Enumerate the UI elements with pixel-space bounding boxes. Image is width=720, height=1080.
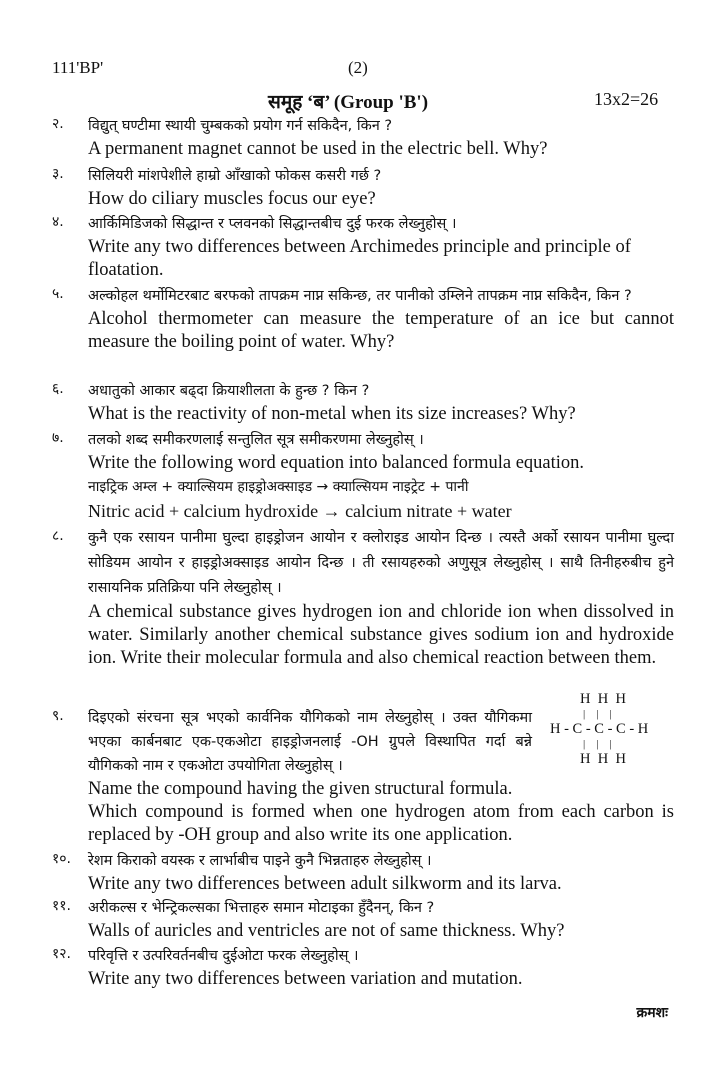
question-nepali: अरीकल्स र भेन्ट्रिकल्सका भित्ताहरु समान मोटाइका हुँदैनन्, किन ? xyxy=(88,900,435,916)
question-number: ९. xyxy=(52,708,64,724)
question-english-1: Name the compound having the given structural formula. xyxy=(88,779,513,799)
question-nepali: सिलियरी मांशपेशीले हाम्रो आँखाको फोकस कसरी गर्छ ? xyxy=(88,168,382,184)
question-10 xyxy=(52,849,674,896)
structural-formula xyxy=(550,690,648,768)
question-number: ४. xyxy=(52,214,64,230)
question-3 xyxy=(52,164,674,211)
group-title: समूह ‘ब’ (Group 'B') xyxy=(268,92,429,113)
formula-top-hydrogens: H H H xyxy=(580,691,626,707)
question-number: ३. xyxy=(52,166,64,182)
page-number: (2) xyxy=(348,58,368,77)
question-number: १२. xyxy=(52,946,72,962)
formula-bottom-bonds: | | | xyxy=(583,738,612,750)
formula-top-bonds: | | | xyxy=(583,708,612,720)
question-11 xyxy=(52,896,674,943)
question-nepali: आर्किमिडिजको सिद्धान्त र प्लवनको सिद्धान्तबीच दुई फरक लेख्नुहोस् । xyxy=(88,216,457,232)
question-5 xyxy=(52,284,674,354)
question-number: २. xyxy=(52,116,64,132)
word-equation-english: Nitric acid + calcium hydroxide → calcium nitrate + water xyxy=(88,501,512,521)
question-8 xyxy=(52,526,674,670)
question-english: What is the reactivity of non-metal when its size increases? Why? xyxy=(88,404,576,424)
question-2 xyxy=(52,114,674,161)
question-nepali: अल्कोहल थर्मोमिटरबाट बरफको तापक्रम नाप्न सकिन्छ, तर पानीको उम्लिने तापक्रम नाप्न सकिदैन, किन ? xyxy=(88,288,632,304)
question-english: Alcohol thermometer can measure the temperature of an ice but cannot measure the boiling point of water. Why? xyxy=(88,309,674,352)
question-english: Write any two differences between Archimedes principle and principle of floatation. xyxy=(88,237,631,280)
continued-label: क्रमशः xyxy=(636,1005,668,1021)
question-nepali: तलको शब्द समीकरणलाई सन्तुलित सूत्र समीकरणमा लेख्नुहोस् । xyxy=(88,432,424,448)
question-english: A chemical substance gives hydrogen ion and chloride ion when dissolved in water. Similarly another chemical substance gives sodium ion and hydroxide ion. Write their molecular formula and also chemical reaction between them. xyxy=(88,602,674,668)
question-number: ५. xyxy=(52,286,64,302)
question-nepali: परिवृत्ति र उत्परिवर्तनबीच दुईओटा फरक लेख्नुहोस् । xyxy=(88,948,359,964)
question-7 xyxy=(52,428,674,523)
question-nepali: दिइएको संरचना सूत्र भएको कार्वनिक यौगिकको नाम लेख्नुहोस् । उक्त यौगिकमा भएका कार्बनबाट एक-एकओटा हाइड्रोजनलाई -OH ग्रुपले विस्थापित गर्दा बन्ने यौगिकको नाम र एकओटा उपयोगिता लेख्नुहोस् । xyxy=(88,710,532,774)
formula-bottom-hydrogens: H H H xyxy=(580,751,626,767)
question-number: ८. xyxy=(52,528,64,544)
question-number: ६. xyxy=(52,381,64,397)
question-6 xyxy=(52,379,674,426)
question-nepali: अधातुको आकार बढ्दा क्रियाशीलता के हुन्छ ? किन ? xyxy=(88,383,370,399)
question-english: A permanent magnet cannot be used in the electric bell. Why? xyxy=(88,139,548,159)
question-english-2: Which compound is formed when one hydrogen atom from each carbon is replaced by -OH group and also write its one application. xyxy=(88,802,674,845)
word-equation-nepali: नाइट्रिक अम्ल + क्याल्सियम हाइड्रोअक्साइड → क्याल्सियम नाइट्रेट + पानी xyxy=(88,479,469,495)
question-12 xyxy=(52,944,674,991)
question-english: Write any two differences between adult silkworm and its larva. xyxy=(88,874,562,894)
formula-carbon-chain: H - C - C - C - H xyxy=(550,721,649,737)
question-number: १०. xyxy=(52,851,72,867)
question-number: ११. xyxy=(52,898,72,914)
question-english: Write any two differences between variation and mutation. xyxy=(88,969,523,989)
question-nepali: कुनै एक रसायन पानीमा घुल्दा हाइड्रोजन आयोन र क्लोराइड आयोन दिन्छ । त्यस्तै अर्को रसायन पानीमा घुल्दा सोडियम आयोन र हाइड्रोअक्साइड आयोन दिन्छ । ती रसायहरुको अणुसूत्र लेख्नुहोस् । साथै तिनीहरुबीच हुने रासायनिक प्रतिक्रिया पनि लेख्नुहोस् । xyxy=(88,530,674,596)
marks-allocation: 13x2=26 xyxy=(594,89,659,109)
question-4 xyxy=(52,212,674,282)
paper-code: 111'BP' xyxy=(52,58,104,77)
question-english: Write the following word equation into balanced formula equation. xyxy=(88,453,585,473)
question-nepali: विद्युत् घण्टीमा स्थायी चुम्बकको प्रयोग गर्न सकिदैन, किन ? xyxy=(88,118,393,134)
question-nepali: रेशम किराको वयस्क र लार्भाबीच पाइने कुनै भिन्नताहरु लेख्नुहोस् । xyxy=(88,853,432,869)
question-number: ७. xyxy=(52,430,64,446)
question-english: Walls of auricles and ventricles are not of same thickness. Why? xyxy=(88,921,565,941)
question-english: How do ciliary muscles focus our eye? xyxy=(88,189,376,209)
